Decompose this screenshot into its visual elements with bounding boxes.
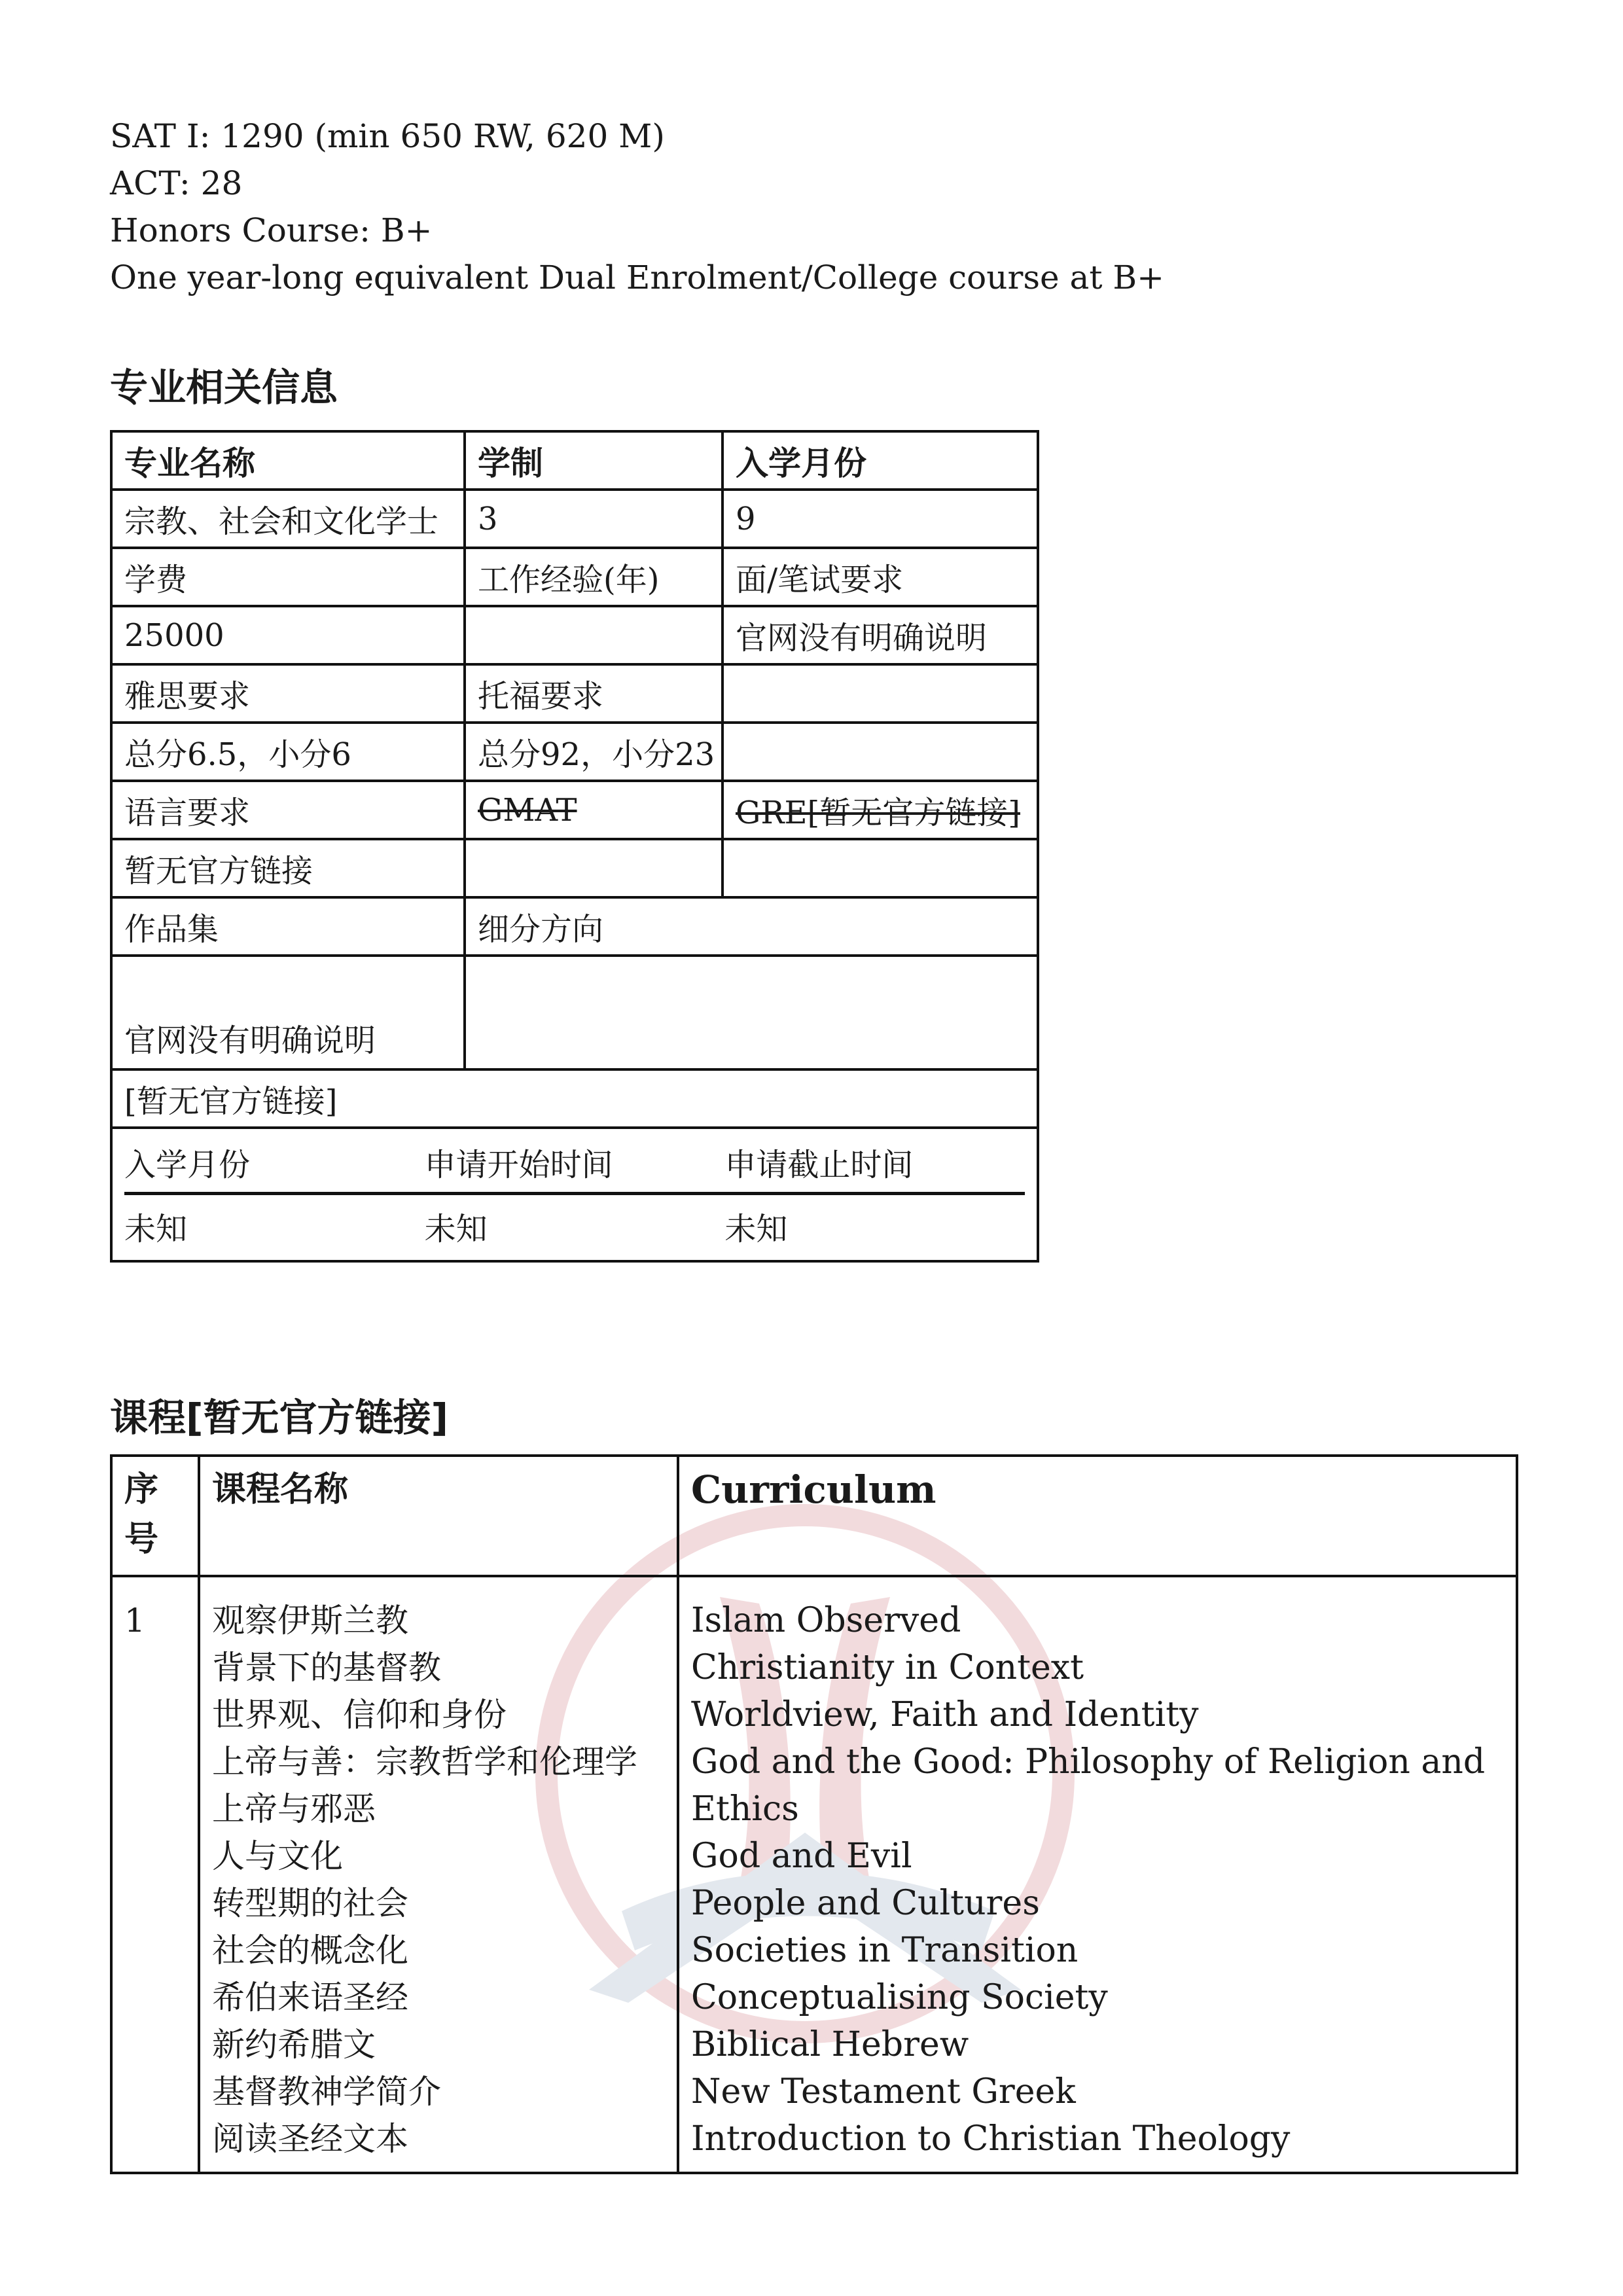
list-item: 背景下的基督教: [212, 1649, 441, 1687]
list-item: God and Evil: [691, 1837, 912, 1876]
req-honors: Honors Course: B+: [110, 211, 433, 249]
req-act: ACT: 28: [110, 164, 243, 202]
table-row: [111, 1576, 1517, 2173]
list-item: 新约希腊文: [212, 2026, 376, 2064]
application-dates-cell: [111, 1128, 1038, 1261]
application-dates: [124, 1129, 1037, 1260]
list-item: People and Cultures: [691, 1884, 1040, 1923]
label-toefl: 托福要求: [465, 664, 722, 723]
table-row: [111, 956, 1038, 1069]
table-row: [111, 490, 1038, 548]
ielts-value: 总分6.5，小分6: [111, 723, 465, 781]
interview-value: 官网没有明确说明: [722, 606, 1038, 664]
header-major-name: 专业名称: [111, 431, 465, 490]
list-item: Biblical Hebrew: [691, 2025, 969, 2064]
course-list-cn: [199, 1576, 678, 2173]
major-info-table: [110, 430, 1039, 1263]
table-row: [111, 781, 1038, 839]
toefl-value: 总分92，小分23: [465, 723, 722, 781]
list-item: 人与文化: [212, 1837, 343, 1875]
label-ielts: 雅思要求: [111, 664, 465, 723]
label-gmat: GMAT: [465, 781, 722, 839]
dates-intake-value: 未知: [124, 1211, 188, 1247]
major-name: 宗教、社会和文化学士: [111, 490, 465, 548]
tuition-value: 25000: [111, 606, 465, 664]
list-item: 转型期的社会: [212, 1884, 408, 1922]
table-row: [111, 897, 1038, 956]
dates-header-start: 申请开始时间: [424, 1147, 613, 1183]
table-row: [111, 664, 1038, 723]
dates-header-intake: 入学月份: [124, 1147, 251, 1183]
list-item: Islam Observed: [691, 1601, 961, 1640]
label-gre: GRE[暂无官方链接]: [722, 781, 1038, 839]
section-title-courses: 课程[暂无官方链接]: [110, 1395, 449, 1440]
course-list-en: [678, 1576, 1517, 2173]
dates-header-deadline: 申请截止时间: [724, 1147, 914, 1183]
empty-cell: [465, 839, 722, 897]
list-item: 上帝与善：宗教哲学和伦理学: [212, 1743, 637, 1781]
list-item: New Testament Greek: [691, 2072, 1076, 2111]
intake-value: 9: [722, 490, 1038, 548]
direction-value: [465, 956, 1038, 1069]
header-intake: 入学月份: [722, 431, 1038, 490]
table-row: [111, 839, 1038, 897]
dates-divider: [124, 1192, 1025, 1195]
table-row: [111, 723, 1038, 781]
list-item: God and the Good: Philosophy of Religion and: [691, 1742, 1486, 1782]
table-row: [111, 431, 1038, 490]
label-portfolio: 作品集: [111, 897, 465, 956]
header-curriculum: Curriculum: [678, 1456, 1517, 1576]
empty-cell: [722, 664, 1038, 723]
table-row: [111, 1456, 1517, 1576]
label-language: 语言要求: [111, 781, 465, 839]
list-item: Introduction to Christian Theology: [691, 2119, 1291, 2159]
list-item: 阅读圣经文本: [212, 2120, 408, 2158]
course-table: [110, 1454, 1518, 2174]
list-item: 希伯来语圣经: [212, 1979, 408, 2017]
table-row: [111, 1128, 1038, 1261]
list-item: Worldview, Faith and Identity: [691, 1695, 1199, 1734]
list-item: 基督教神学简介: [212, 2073, 441, 2111]
req-sat: SAT I: 1290 (min 650 RW, 620 M): [110, 117, 665, 155]
empty-cell: [722, 723, 1038, 781]
empty-cell: [722, 839, 1038, 897]
header-course-name-cn: 课程名称: [199, 1456, 678, 1576]
label-direction: 细分方向: [465, 897, 1038, 956]
official-link-note: [暂无官方链接]: [111, 1069, 1038, 1128]
language-value: 暂无官方链接: [111, 839, 465, 897]
list-item: 社会的概念化: [212, 1931, 408, 1969]
req-dual-enrolment: One year-long equivalent Dual Enrolment/College course at B+: [110, 259, 1164, 296]
dates-deadline-value: 未知: [724, 1211, 788, 1247]
course-no: 1: [111, 1576, 199, 2173]
list-item: 上帝与邪恶: [212, 1790, 376, 1828]
list-item: Christianity in Context: [691, 1648, 1084, 1687]
label-interview: 面/笔试要求: [722, 548, 1038, 606]
list-item: 观察伊斯兰教: [212, 1602, 408, 1640]
list-item: Ethics: [691, 1789, 799, 1829]
table-row: [111, 606, 1038, 664]
dates-start-value: 未知: [424, 1211, 488, 1247]
table-row: [111, 1069, 1038, 1128]
list-item: Conceptualising Society: [691, 1978, 1108, 2017]
duration-value: 3: [465, 490, 722, 548]
work-experience-value: [465, 606, 722, 664]
header-no: 序号: [111, 1456, 199, 1576]
label-work-experience: 工作经验(年): [465, 548, 722, 606]
admission-requirements: [110, 113, 1164, 301]
table-row: [111, 548, 1038, 606]
header-duration: 学制: [465, 431, 722, 490]
list-item: Societies in Transition: [691, 1931, 1079, 1970]
section-title-major-info: 专业相关信息: [110, 365, 338, 410]
list-item: 世界观、信仰和身份: [212, 1696, 507, 1734]
label-tuition: 学费: [111, 548, 465, 606]
portfolio-value: 官网没有明确说明: [111, 956, 465, 1069]
